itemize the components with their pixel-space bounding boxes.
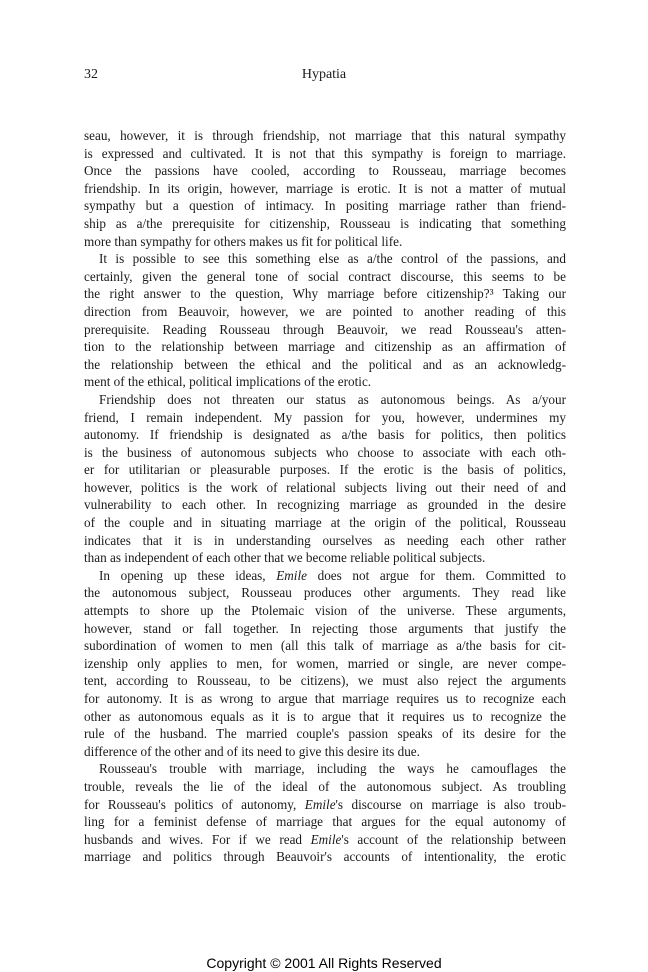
text-line: tent, according to Rousseau, to be citizens), we must also reject the arguments: [84, 673, 566, 689]
text-line: is expressed and cultivated. It is not that this sympathy is foreign to marriage.: [84, 145, 566, 161]
paragraph: [84, 760, 566, 866]
text-line: In opening up these ideas, Emile does not argue for them. Committed to: [99, 567, 566, 583]
text-line: the autonomous subject, Rousseau produces other arguments. They read like: [84, 585, 566, 601]
text-line: izenship only applies to men, for women, married or single, are never compe-: [84, 655, 566, 671]
text-line: autonomy. If friendship is designated as a/the basis for politics, then politics: [84, 427, 566, 443]
text-line: It is possible to see this something else as a/the control of the passions, and: [99, 251, 566, 267]
text-line: direction from Beauvoir, however, we are pointed to another reading of this: [84, 303, 566, 319]
text-line: for Rousseau's politics of autonomy, Emile's discourse on marriage is also troub-: [84, 796, 566, 812]
text-line: indicates that it is in understanding ourselves as needing each other rather: [84, 532, 566, 548]
text-line: tion to the relationship between marriage and citizenship as an affirmation of: [84, 339, 566, 355]
text-line: trouble, reveals the lie of the ideal of the autonomous subject. As troubling: [84, 778, 566, 794]
text-line: certainly, given the general tone of social contract discourse, this seems to be: [84, 268, 566, 284]
text-line: sympathy but a question of intimacy. In positing marriage rather than friend-: [84, 198, 566, 214]
text-line: Rousseau's trouble with marriage, including the ways he camouflages the: [99, 761, 566, 777]
text-line: more than sympathy for others makes us fit for political life.: [84, 233, 403, 249]
text-line: however, stand or fall together. In rejecting those arguments that justify the: [84, 620, 566, 636]
text-line: Friendship does not threaten our status as autonomous beings. As a/your: [99, 391, 566, 407]
text-line: rule of the husband. The married couple's passion speaks of its desire for the: [84, 726, 566, 742]
copyright-footer: Copyright © 2001 All Rights Reserved: [206, 955, 442, 971]
text-line: subordination of women to men (all this talk of marriage as a/the basis for cit-: [84, 638, 566, 654]
body-text: [84, 127, 566, 866]
text-line: is the business of autonomous subjects who choose to associate with each oth-: [84, 444, 566, 460]
page-number: 32: [84, 67, 98, 82]
text-line: of the couple and in situating marriage at the origin of the political, Rousseau: [84, 515, 566, 531]
text-line: other as autonomous equals as it is to argue that it requires us to recognize the: [84, 708, 566, 724]
text-line: vulnerability to each other. In recognizing marriage as grounded in the desire: [84, 497, 566, 513]
text-line: for autonomy. It is as wrong to argue that marriage requires us to recognize each: [84, 691, 566, 706]
running-head: Hypatia: [301, 67, 347, 82]
text-line: ling for a feminist defense of marriage that argues for the equal autonomy of: [84, 814, 566, 830]
text-line: Once the passions have cooled, according to Rousseau, marriage becomes: [84, 163, 566, 179]
text-line: seau, however, it is through friendship, not marriage that this natural sympathy: [84, 128, 566, 143]
text-line: the relationship between the ethical and the political and as an acknowledg-: [84, 356, 566, 372]
text-line: attempts to shore up the Ptolemaic vision of the universe. These arguments,: [84, 603, 566, 619]
paragraph: [84, 391, 566, 567]
text-line: friend, I remain independent. My passion for you, however, undermines my: [84, 409, 566, 425]
text-line: prerequisite. Reading Rousseau through Beauvoir, we read Rousseau's atten-: [84, 321, 566, 337]
text-line: marriage and politics through Beauvoir's accounts of intentionality, the erotic: [84, 849, 566, 865]
text-line: friendship. In its origin, however, marriage is erotic. It is not a matter of mutual: [84, 180, 566, 196]
paragraph: [84, 567, 566, 761]
text-line: ment of the ethical, political implications of the erotic.: [84, 374, 372, 390]
text-line: er for utilitarian or pleasurable purposes. If the erotic is the basis of politics,: [84, 462, 566, 478]
text-line: husbands and wives. For if we read Emile's account of the relationship between: [84, 831, 566, 847]
text-line: difference of the other and of its need to give this desire its due.: [84, 743, 420, 759]
paragraph: [84, 127, 566, 250]
paragraph: [84, 250, 566, 391]
text-line: ship as a/the prerequisite for citizenship, Rousseau is indicating that something: [84, 215, 566, 231]
text-line: the right answer to the question, Why marriage before citizenship?³ Taking our: [84, 286, 566, 302]
text-line: however, politics is the work of relational subjects living out their need of and: [84, 479, 566, 495]
text-line: than as independent of each other that we become reliable political subjects.: [84, 550, 486, 566]
